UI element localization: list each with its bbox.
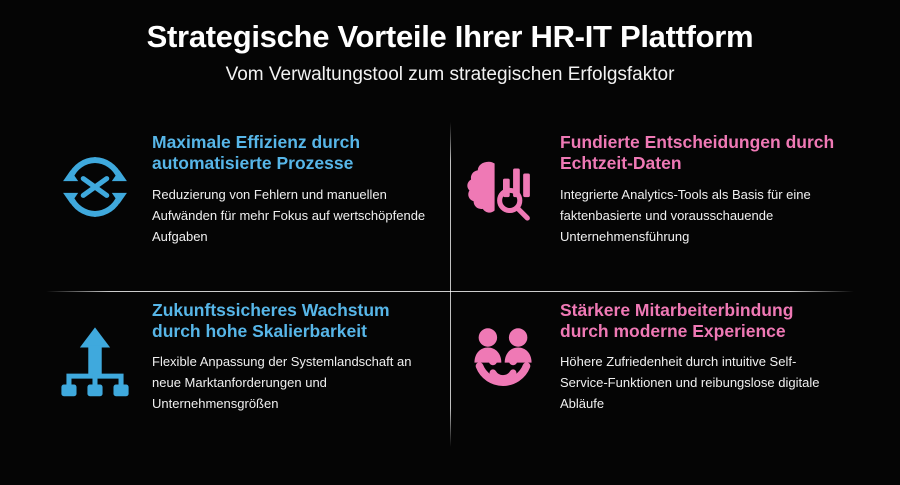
benefit-card-data bbox=[450, 122, 858, 290]
page-title: Strategische Vorteile Ihrer HR-IT Plattform bbox=[146, 19, 754, 54]
benefit-card-body bbox=[560, 300, 842, 415]
benefit-card-body bbox=[560, 132, 842, 247]
benefit-title: Maximale Effizienz durch automatisierte Prozesse bbox=[152, 132, 361, 174]
benefit-card-body bbox=[152, 300, 434, 415]
benefit-description: Höhere Zufriedenheit durch intuitive Self-Service-Funktionen und reibungslose digitale Abläufe bbox=[560, 354, 820, 412]
benefits-grid bbox=[42, 122, 858, 457]
page-subtitle: Vom Verwaltungstool zum strategischen Erfolgsfaktor bbox=[225, 64, 675, 86]
recycle-arrows-icon bbox=[52, 144, 138, 230]
benefit-card-experience bbox=[450, 290, 858, 458]
benefit-title: Fundierte Entscheidungen durch Echtzeit-Daten bbox=[560, 132, 835, 174]
benefit-card-body bbox=[152, 132, 434, 247]
scalability-arrow-icon bbox=[52, 318, 138, 404]
benefit-card-efficiency bbox=[42, 122, 450, 290]
brain-analytics-icon bbox=[460, 144, 546, 230]
people-smile-icon bbox=[460, 318, 546, 404]
benefit-description: Reduzierung von Fehlern und manuellen Aufwänden für mehr Fokus auf wertschöpfende Aufgaben bbox=[152, 186, 426, 244]
benefit-title: Stärkere Mitarbeiterbindung durch moderne Experience bbox=[560, 299, 794, 341]
benefit-description: Flexible Anpassung der Systemlandschaft an neue Marktanforderungen und Unternehmensgrößen bbox=[152, 354, 412, 412]
slide-header bbox=[0, 0, 900, 86]
benefit-description: Integrierte Analytics-Tools als Basis für eine faktenbasierte und vorausschauende Unternehmensführung bbox=[560, 186, 811, 244]
benefit-card-scalability bbox=[42, 290, 450, 458]
benefit-title: Zukunftssicheres Wachstum durch hohe Skalierbarkeit bbox=[152, 299, 390, 341]
